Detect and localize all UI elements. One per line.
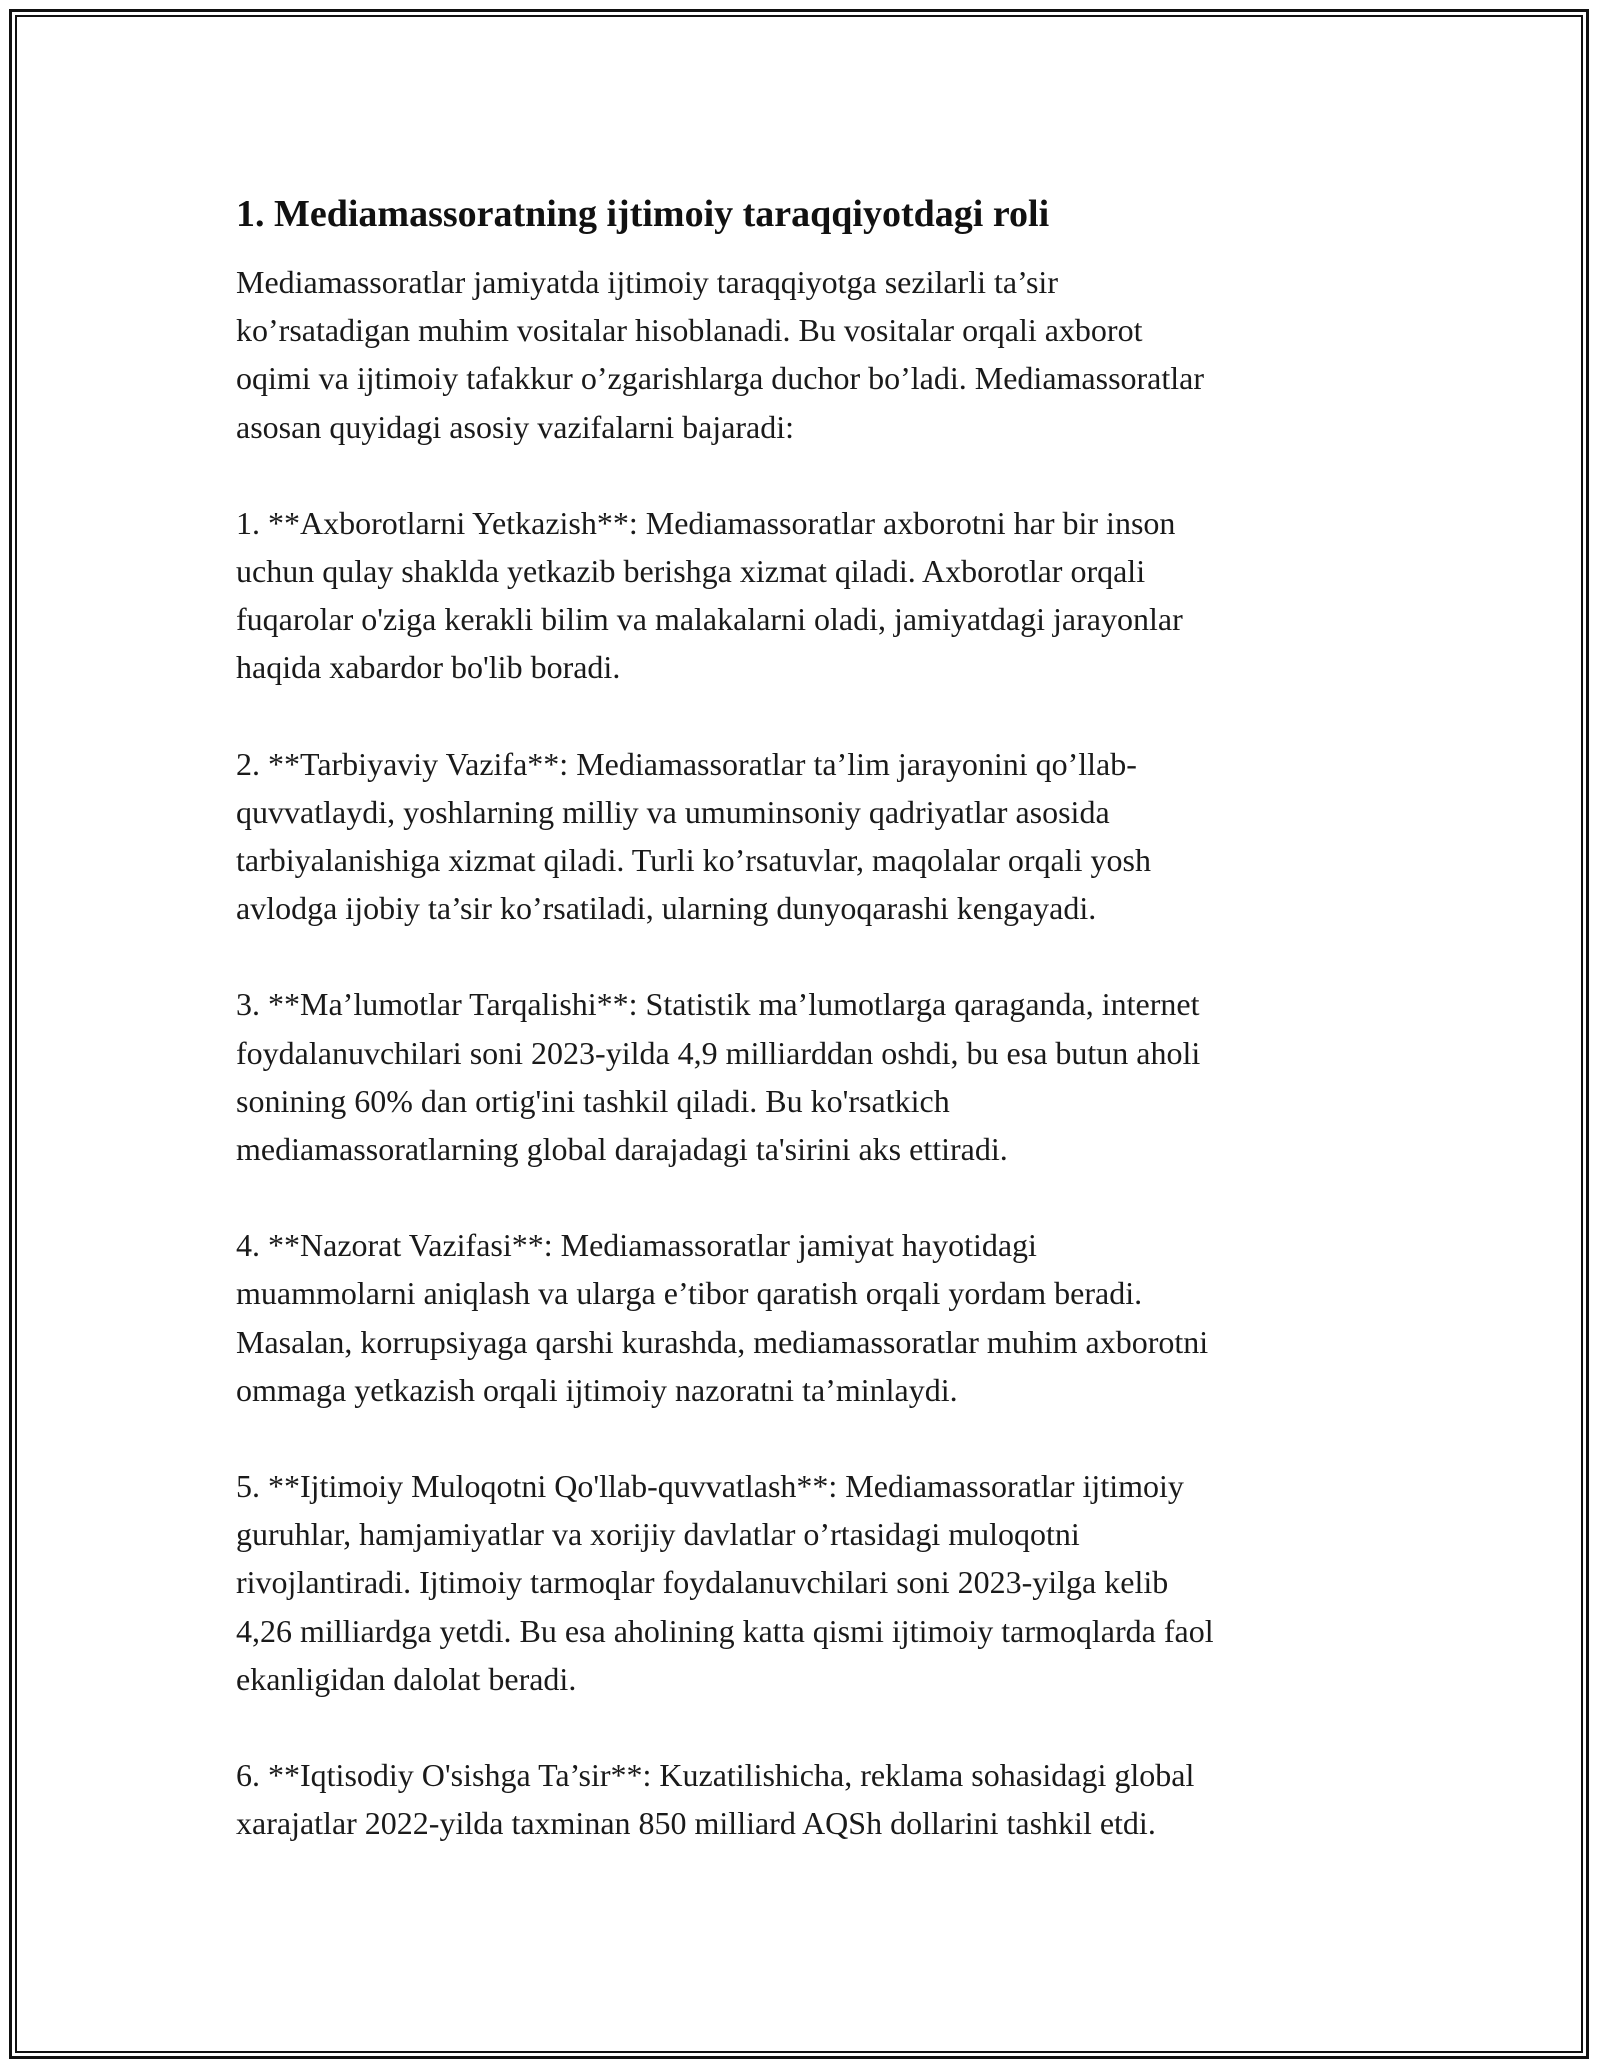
list-item-iqtisodiy-osish: 6. **Iqtisodiy O'sishga Ta’sir**: Kuzatilishicha, reklama sohasidagi global xarajatlar 2022-yilda taxminan 850 milliard AQSh dollarini tashkil etdi. bbox=[236, 1757, 1195, 1842]
list-item-tarbiyaviy-vazifa: 2. **Tarbiyaviy Vazifa**: Mediamassoratlar ta’lim jarayonini qo’llab- quvvatlaydi, yoshlarning milliy va umuminsoniy qadriyatlar asosida tarbiyalanishiga xizmat qiladi. Turli ko’rsatuvlar, maqolalar orqali yosh avlodga ijobiy ta’sir ko’rsatiladi, ularning dunyoqarashi kengayadi. bbox=[236, 745, 1151, 927]
list-item-ijtimoiy-muloqot: 5. **Ijtimoiy Muloqotni Qo'llab-quvvatlash**: Mediamassoratlar ijtimoiy guruhlar, hamjamiyatlar va xorijiy davlatlar o’rtasidagi muloqotni rivojlantiradi. Ijtimoiy tarmoqlar foydalanuvchilari soni 2023-yilga kelib 4,26 milliardga yetdi. Bu esa aholining katta qismi ijtimoiy tarmoqlarda faol ekanligidan dalolat beradi. bbox=[236, 1468, 1214, 1697]
intro-paragraph: Mediamassoratlar jamiyatda ijtimoiy taraqqiyotga sezilarli ta’sir ko’rsatadigan muhim vositalar hisoblanadi. Bu vositalar orqali axborot oqimi va ijtimoiy tafakkur o’zgarishlarga duchor bo’ladi. Mediamassoratlar asosan quyidagi asosiy vazifalarni bajaradi: bbox=[236, 264, 1205, 445]
section-heading: 1. Mediamassoratning ijtimoiy taraqqiyotdagi roli bbox=[236, 193, 1050, 235]
list-item-malumotlar-tarqalishi: 3. **Ma’lumotlar Tarqalishi**: Statistik ma’lumotlarga qaraganda, internet foydalanuvchilari soni 2023-yilda 4,9 milliarddan oshdi, bu esa butun aholi sonining 60% dan ortig'ini tashkil qiladi. Bu ko'rsatkich mediamassoratlarning global darajadagi ta'sirini aks ettiradi. bbox=[236, 986, 1201, 1168]
list-item-axborotlarni-yetkazish: 1. **Axborotlarni Yetkazish**: Mediamassoratlar axborotni har bir inson uchun qulay shaklda yetkazib berishga xizmat qiladi. Axborotlar orqali fuqarolar o'ziga kerakli bilim va malakalarni oladi, jamiyatdagi jarayonlar haqida xabardor bo'lib boradi. bbox=[236, 504, 1183, 686]
list-item-nazorat-vazifasi: 4. **Nazorat Vazifasi**: Mediamassoratlar jamiyat hayotidagi muammolarni aniqlash va ularga e’tibor qaratish orqali yordam beradi. Masalan, korrupsiyaga qarshi kurashda, mediamassoratlar muhim axborotni ommaga yetkazish orqali ijtimoiy nazoratni ta’minlaydi. bbox=[236, 1227, 1209, 1408]
document-body bbox=[236, 188, 1366, 1895]
